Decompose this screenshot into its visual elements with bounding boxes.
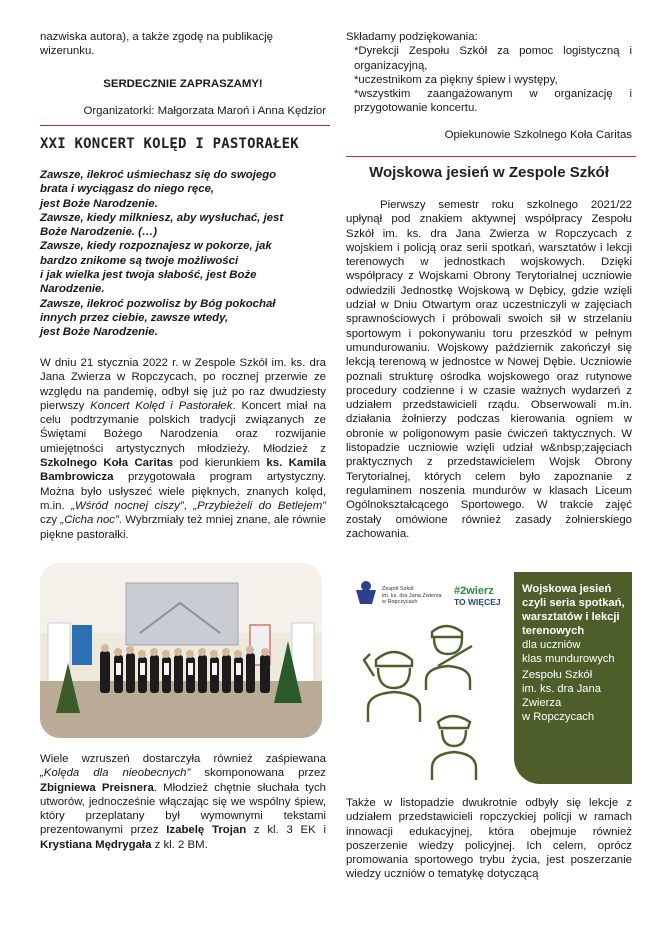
text: skomponowana przez — [190, 767, 327, 780]
logo-line: Zespół Szkół — [382, 586, 414, 592]
divider — [346, 156, 636, 157]
article-title-koncert: XXI KONCERT KOLĘD I PASTORAŁEK — [40, 136, 299, 152]
text: pod kierunkiem — [173, 457, 267, 470]
koncert-paragraph-1 — [40, 356, 326, 542]
text: z kl. 2 BM. — [151, 838, 208, 851]
thanks-item: *uczestnikom za piękny śpiew i występy, — [354, 73, 558, 86]
poem-text — [40, 168, 326, 340]
poster-line: im. ks. dra Jana Zwierza — [522, 683, 601, 709]
hashtag-text: #2wierz — [454, 585, 494, 597]
poster-line: klas mundurowych — [522, 653, 615, 665]
poem-line: Zawsze, ilekroć uśmiechasz się do swojego — [40, 169, 277, 181]
wojsko-paragraph-2 — [346, 796, 632, 882]
presenter-name: Krystiana Mędrygała — [40, 838, 152, 851]
song-title: „Wśród nocnej ciszy” — [71, 499, 184, 512]
text: z kl. 3 EK i — [246, 824, 326, 837]
club-name: Szkolnego Koła Caritas — [40, 457, 174, 470]
invitation-end — [40, 30, 326, 118]
hashtag-logo — [454, 586, 501, 608]
poster-line: terenowych — [522, 625, 585, 637]
school-logo-text — [382, 586, 442, 606]
text: W dniu 21 stycznia 2022 r. w Zespole Szkół im. ks. dra Jana Zwierza w Ropczycach, po rocznej przerwie ze względu na pandemię, odbył się już po raz dwudziesty pierwszy — [40, 357, 326, 412]
poem-line: jest Boże Narodzenie. — [40, 326, 158, 339]
thanks-signature: Opiekunowie Szkolnego Koła Caritas — [444, 128, 632, 141]
wojsko-paragraph-1 — [346, 198, 632, 541]
composer-name: Zbigniewa Preisnera — [40, 781, 154, 794]
poem-line: Zawsze, kiedy rozpoznajesz w pokorze, jak — [40, 240, 272, 253]
thanks-item: *wszystkim zaangażowanym w organizację i przygotowanie koncertu. — [354, 88, 632, 115]
organizers: Organizatorki: Małgorzata Maroń i Anna Kędzior — [83, 104, 326, 117]
concert-photo — [40, 563, 322, 738]
poem-line: Boże Narodzenie. (…) — [40, 226, 158, 239]
thanks-section — [346, 30, 632, 142]
koncert-paragraph-2 — [40, 752, 326, 852]
concert-photo-illustration — [40, 563, 322, 738]
text: czy — [40, 514, 61, 527]
song-title: „Cicha noc” — [60, 514, 119, 527]
poem — [40, 168, 326, 340]
text-line: wizerunku. — [40, 45, 95, 58]
article-title-wojsko: Wojskowa jesień w Zespole Szkół — [369, 164, 609, 181]
logo-line: im. ks. dra Jana Zwierza — [382, 592, 442, 599]
text: Także w listopadzie dwukrotnie odbyły się lekcje z udziałem przedstawicieli ropczyckiej policji w ramach innowacji edukacyjnej, która obejmuje również poszerzenie wiedzy policyjnej. Ich celem, oprócz promowania sportowego trybu życia, jest poszerzanie wiedzy uczniów o tematykę dotyczącą — [346, 797, 632, 881]
text: Wiele wzruszeń dostarczyła również zaśpiewana — [40, 753, 326, 765]
poem-line: Zawsze, kiedy milkniesz, aby wysłuchać, jest — [40, 211, 284, 224]
divider — [40, 125, 330, 126]
presenter-name: Izabelę Trojan — [166, 824, 247, 837]
song-title: „Przybieżeli do Betlejem” — [193, 499, 326, 512]
song-title: „Kolęda dla nieobecnych” — [40, 767, 191, 780]
invite-heading: SERDECZNIE ZAPRASZAMY! — [103, 77, 263, 90]
text: , — [183, 499, 194, 512]
poster-line: Wojskowa jesień — [522, 583, 612, 595]
text: . Młodzież chętnie słuchała tych utworów, jednocześnie włączając się we wspólny śpiew, który przeplatany był wymownymi tekstami prezentowanymi przez — [40, 781, 327, 837]
poster-line: w Ropczycach — [522, 711, 595, 723]
thanks-intro: Składamy podziękowania: — [346, 31, 478, 43]
poem-line: Zawsze, ilekroć pozwolisz by Bóg pokochał — [40, 297, 276, 310]
text: przygotowała program artystyczny. Można było usłyszeć wiele pięknych, znanych kolęd, m.in. — [40, 471, 326, 512]
poem-line: brata i wyciągasz do niego ręce, — [40, 183, 215, 196]
text: Pierwszy semestr roku szkolnego 2021/22 upłynął pod znakiem aktywnej współpracy Zespołu Szkół im. ks. dra Jana Zwierza w Ropczycach z wojskiem i policją oraz serii spotkań, warsztatów i lekcji terenowych w jednostkach wojskowych. Dzięki współpracy z Wojskami Obrony Terytorialnej uczniowie odwiedzili Jednostkę Wojskową w Dębicy, gdzie wzięli udział w Dniu Otwartym oraz uczestniczyli w zajęciach sprawnościowych i próbowali swoich sił w strzelaniu sportowym i pokonywaniu toru przeszkód w pełnym umundurowaniu. Wojskowy październik zakończył się lekcją terenową w jednostce w Nowej Dębie. Uczniowie poznali strukturę ośrodka wojskowego oraz rutynowe procedury codzienne i w czasie ważnych wydarzeń z udziałem przedstawicieli rządu. Obserwowali m.in. działania żołnierzy podczas kierowania ogniem w obronie w poligonowym pasie ćwiczeń taktycznych. W listopadzie uczniowie wzięli udział w&nbsp;zajęciach praktycznych z przedstawicielem Wojsk Obrony Terytorialnej, których celem było zapoznanie z regulaminem noszenia mundurów w klasach Liceum Ogólnokształcącego Sportowego. W trakcie zajęć zostały omówione również zasady żołnierskiego zachowania. — [346, 199, 632, 540]
text: . Koncert miał na celu podtrzymanie polskich tradycji związanych ze Świętami Bożego Narodzenia oraz rozwijanie umiejętności artystycznych młodzieży. Młodzież z — [40, 399, 326, 455]
poster-line: Zespołu Szkół — [522, 669, 593, 681]
text-line: nazwiska autora), a także zgodę na publikację — [40, 31, 274, 43]
event-name: Koncert Kolęd i Pastorałek — [90, 399, 233, 412]
poem-line: i jak wielka jest twoja słabość, jest Boże — [40, 269, 257, 282]
thanks-item: *Dyrekcji Zespołu Szkół za pomoc logistyczną i organizacyjną, — [354, 45, 632, 72]
poster-line: czyli seria spotkań, — [522, 597, 625, 609]
leader-name: ks. Kamila Bambrowicza — [40, 457, 327, 484]
poem-line: bardzo znikome są twoje możliwości — [40, 254, 239, 267]
poster-line: warsztatów i lekcji — [522, 611, 620, 623]
poem-line: jest Boże Narodzenie. — [40, 197, 158, 210]
logo-line: w Ropczycach — [382, 599, 418, 605]
text: . Wybrzmiały też mniej znane, ale równie piękne pastorałki. — [40, 514, 326, 541]
poster-line: dla uczniów — [522, 639, 581, 651]
poem-line: Narodzenie. — [40, 283, 105, 296]
wojsko-poster — [346, 572, 632, 784]
poem-line: innych przez ciebie, zawsze wtedy, — [40, 311, 229, 324]
poster-text — [522, 582, 630, 724]
hashtag-subtext: TO WIĘCEJ — [454, 597, 501, 607]
